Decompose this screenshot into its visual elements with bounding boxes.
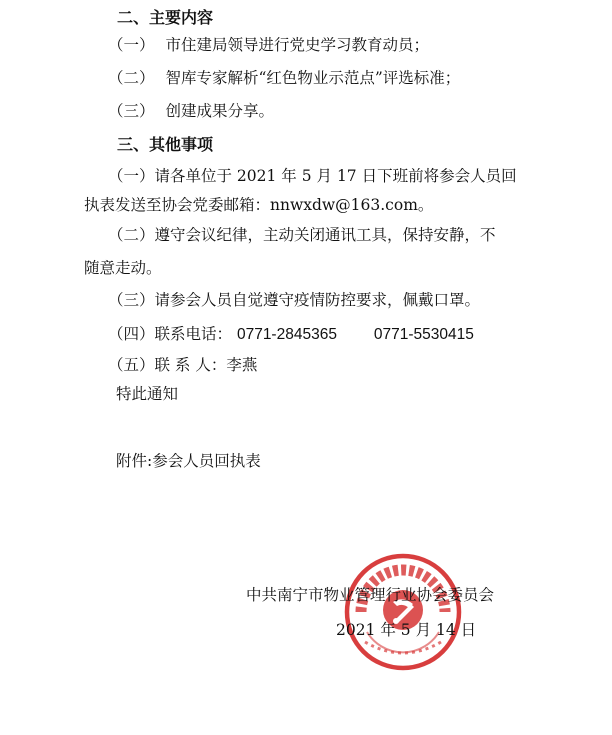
phone-label: （四）联系电话： — [108, 325, 233, 343]
phone-number-1: 0771-2845365 — [236, 326, 337, 343]
list-item-main-content-2 — [108, 68, 460, 88]
official-seal-image — [343, 552, 463, 672]
list-item-main-content-3 — [108, 101, 274, 121]
other-item-3: （三）请参会人员自觉遵守疫情防控要求，佩戴口罩。 — [108, 291, 481, 309]
closing-text: 特此通知 — [116, 385, 179, 403]
other-item-2-line-1: （二）遵守会议纪律，主动关闭通讯工具，保持安静，不 — [108, 226, 496, 244]
attachment-text: 附件:参会人员回执表 — [116, 452, 261, 470]
phone-number-2: 0771-5530415 — [373, 326, 474, 343]
signature-date: 2021 年 5 月 14 日 — [336, 621, 477, 639]
section-heading-main-content: 二、主要内容 — [117, 8, 214, 27]
other-item-4-phone — [108, 324, 474, 345]
list-item-main-content-1 — [108, 35, 429, 55]
section-heading-other-matters: 三、其他事项 — [117, 135, 214, 154]
other-item-5-contact: （五）联 系 人：李燕 — [108, 356, 258, 374]
seal-stamp — [347, 556, 459, 668]
list-item-number: （三） — [108, 102, 155, 120]
other-item-2-line-2: 随意走动。 — [84, 259, 162, 277]
list-item-text: 市住建局领导进行党史学习教育动员； — [165, 36, 429, 54]
other-item-1-line-2: 执表发送至协会党委邮箱：nnwxdw@163.com。 — [84, 196, 434, 214]
list-item-text: 创建成果分享。 — [165, 102, 274, 120]
list-item-number: （二） — [108, 69, 155, 87]
list-item-number: （一） — [108, 36, 155, 54]
list-item-text: 智库专家解析“红色物业示范点”评选标准； — [165, 69, 461, 87]
signature-organization: 中共南宁市物业管理行业协会委员会 — [246, 586, 495, 604]
other-item-1-line-1: （一）请各单位于 2021 年 5 月 17 日下班前将参会人员回 — [108, 167, 517, 185]
